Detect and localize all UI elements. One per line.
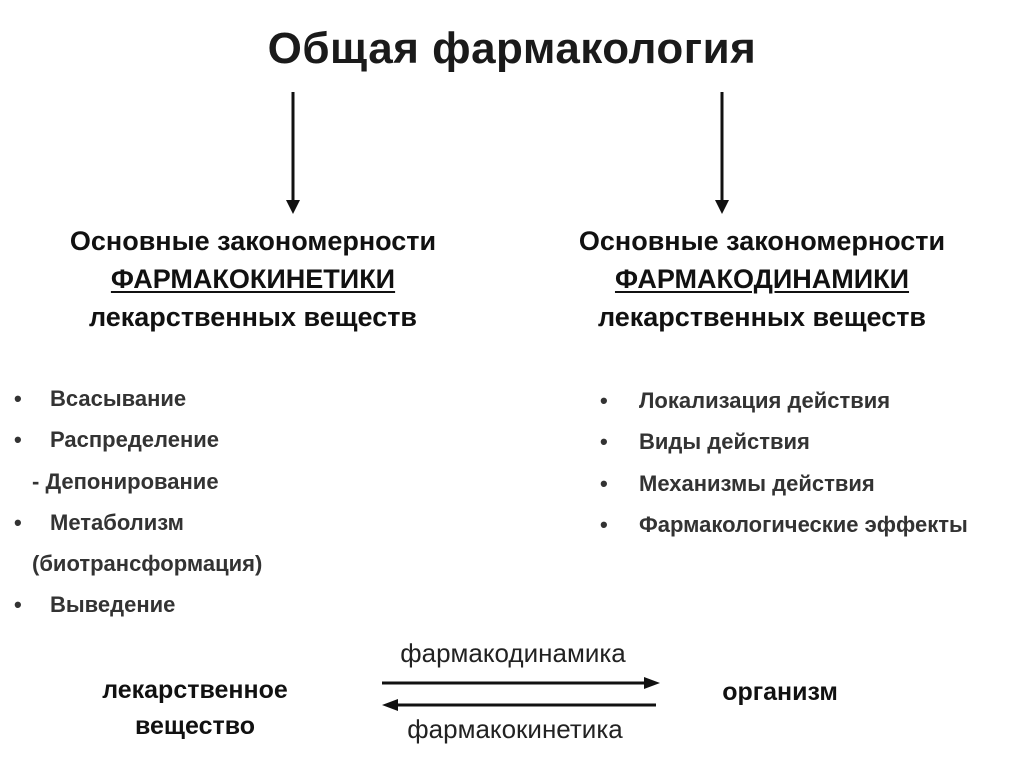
list-item [600, 463, 1024, 504]
heading-line: лекарственных веществ [597, 302, 927, 332]
list-item-text: - Депонирование [32, 468, 219, 494]
list-item [600, 504, 1024, 545]
list-item-text: Механизмы действия [639, 470, 875, 496]
list-item [600, 421, 1024, 462]
list-item [600, 380, 1024, 421]
arrow-down-right-head [715, 200, 729, 214]
arrow-down-left-head [286, 200, 300, 214]
pharmacodynamics-arrow-label: фармакодинамика [400, 638, 626, 668]
pharmacokinetics-arrow-label: фармакокинетика [407, 714, 623, 744]
bullet-icon: • [600, 429, 608, 455]
list-item-text: Всасывание [50, 386, 187, 411]
list-item-text: (биотрансформация) [32, 551, 263, 577]
list-item-text: Локализация действия [639, 388, 891, 413]
heading-key-term: ФАРМАКОДИНАМИКИ [614, 264, 910, 294]
list-item [14, 502, 414, 543]
list-item-text: Распределение [50, 427, 219, 453]
bullet-icon: • [600, 470, 608, 496]
list-item-text: Виды действия [639, 429, 810, 455]
bullet-icon: • [14, 509, 22, 535]
list-item-text: Метаболизм [50, 509, 184, 535]
heading-line: Основные закономерности [578, 226, 946, 256]
list-item [14, 461, 414, 502]
bullet-icon: • [600, 388, 608, 413]
bullet-icon: • [14, 386, 22, 411]
pharmacodynamics-list [600, 380, 1024, 545]
arrow-right-head [644, 677, 660, 689]
list-item [14, 543, 414, 584]
arrow-left-head [382, 699, 398, 711]
heading-line: Основные закономерности [69, 226, 437, 256]
list-item [14, 584, 414, 625]
list-item-text: Выведение [50, 592, 176, 618]
drug-substance-label: лекарственное вещество [102, 676, 288, 740]
pharmacodynamics-heading [500, 222, 1024, 336]
list-item-text: Фармакологические эффекты [639, 511, 968, 537]
pharmacokinetics-list [14, 378, 414, 626]
list-item [14, 378, 414, 419]
heading-line: лекарственных веществ [88, 302, 418, 332]
page-title: Общая фармакология [267, 24, 757, 73]
bullet-icon: • [14, 427, 22, 453]
bullet-icon: • [600, 511, 608, 537]
heading-key-term: ФАРМАКОКИНЕТИКИ [110, 264, 396, 294]
list-item [14, 419, 414, 460]
bullet-icon: • [14, 592, 22, 618]
pharmacokinetics-heading [0, 222, 506, 336]
organism-label: организм [722, 678, 838, 706]
